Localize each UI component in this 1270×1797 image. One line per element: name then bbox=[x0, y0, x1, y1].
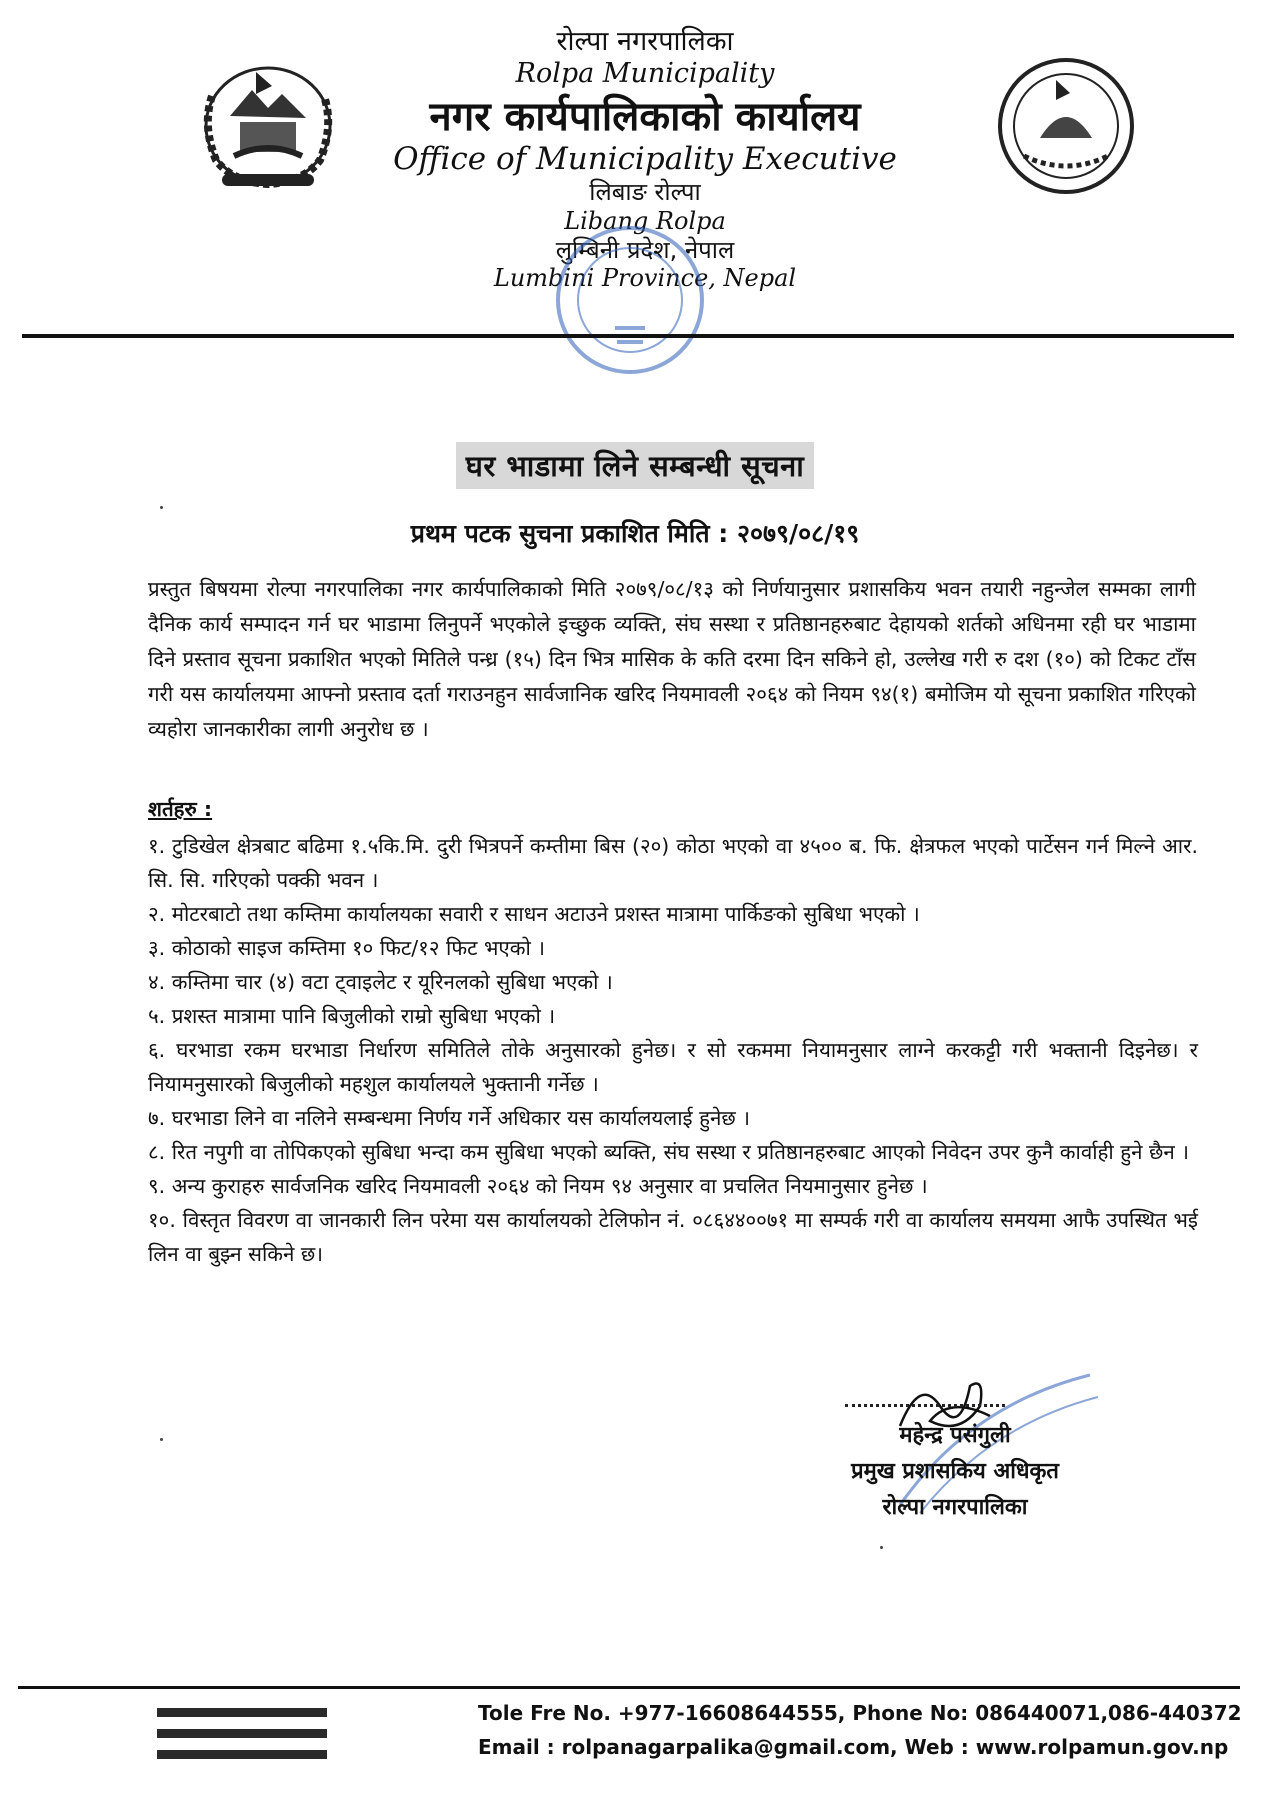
signatory-block bbox=[815, 1418, 1095, 1526]
office-name-np: नगर कार्यपालिकाको कार्यालय bbox=[429, 93, 861, 140]
published-date: प्रथम पटक सुचना प्रकाशित मिति : २०७९/०८/१९ bbox=[410, 519, 860, 548]
rolpa-municipality-logo bbox=[994, 56, 1138, 196]
condition-item: ६. घरभाडा रकम घरभाडा निर्धारण समितिले तोके अनुसारको हुनेछ। र सो रकममा नियामनुसार लाग्ने करकट्टी गरी भक्तानी दिइनेछ। र नियामनुसारको बिजुलीको महशुल कार्यालयले भुक्तानी गर्नेछ । bbox=[148, 1038, 1198, 1096]
header-divider bbox=[22, 334, 1234, 338]
footer-decoration-bars bbox=[157, 1708, 327, 1771]
condition-item: ५. प्रशस्त मात्रामा पानि बिजुलीको राम्रो सुबिधा भएको । bbox=[148, 1004, 556, 1028]
condition-item: ९. अन्य कुराहरु सार्वजनिक खरिद नियमावली २०६४ को नियम ९४ अनुसार वा प्रचलित नियमानुसार हुनेछ । bbox=[148, 1174, 928, 1198]
signatory-name: महेन्द्र पसंगुली bbox=[899, 1423, 1011, 1448]
scan-mark bbox=[160, 506, 163, 509]
conditions-heading: शर्तहरु : bbox=[148, 797, 213, 821]
nepal-coat-of-arms-emblem bbox=[182, 56, 354, 194]
footer-phones: Tole Fre No. +977-16608644555, Phone No: 086440071,086-440372 bbox=[478, 1701, 1242, 1725]
condition-item: १०. विस्तृत विवरण वा जानकारी लिन परेमा यस कार्यालयको टेलिफोन नं. ०८६४४००७१ मा सम्पर्क गरी वा कार्यालय समयमा आफै उपस्थित भई लिन वा बुझ्न सकिने छ। bbox=[148, 1208, 1198, 1266]
footer-bar bbox=[157, 1708, 327, 1717]
condition-item: ४. कम्तिमा चार (४) वटा ट्वाइलेट र यूरिनलको सुबिधा भएको । bbox=[148, 970, 613, 994]
notice-title-wrap bbox=[0, 442, 1270, 489]
municipality-name-en: Rolpa Municipality bbox=[515, 58, 775, 90]
scan-mark bbox=[160, 1438, 163, 1441]
footer-contact bbox=[478, 1696, 1242, 1764]
condition-item: ८. रित नपुगी वा तोपिकएको सुबिधा भन्दा कम सुबिधा भएको ब्यक्ति, संघ सस्था र प्रतिष्ठानहरुबाट आएको निवेदन उपर कुनै कार्वाही हुने छैन । bbox=[148, 1140, 1190, 1164]
place-en: Libang Rolpa bbox=[564, 206, 726, 235]
condition-item: ३. कोठाको साइज कम्तिमा १० फिट/१२ फिट भएको । bbox=[148, 936, 546, 960]
province-en: Lumbini Province, Nepal bbox=[493, 264, 797, 293]
footer-bar bbox=[157, 1729, 327, 1738]
signatory-designation: प्रमुख प्रशासकिय अधिकृत bbox=[851, 1459, 1059, 1484]
municipality-name-np: रोल्पा नगरपालिका bbox=[556, 26, 734, 57]
office-stamp bbox=[545, 210, 715, 390]
office-name-en: Office of Municipality Executive bbox=[393, 140, 897, 177]
scan-mark bbox=[880, 1546, 883, 1549]
signature-line bbox=[845, 1404, 1005, 1407]
province-np: लुम्बिनी प्रदेश, नेपाल bbox=[555, 235, 735, 264]
footer-email-web: Email : rolpanagarpalika@gmail.com, Web : www.rolpamun.gov.np bbox=[478, 1735, 1229, 1759]
footer-divider bbox=[18, 1686, 1240, 1689]
notice-title: घर भाडामा लिने सम्बन्धी सूचना bbox=[456, 442, 815, 489]
condition-item: ७. घरभाडा लिने वा नलिने सम्बन्धमा निर्णय गर्ने अधिकार यस कार्यालयलाई हुनेछ । bbox=[148, 1106, 751, 1130]
notice-body: प्रस्तुत बिषयमा रोल्पा नगरपालिका नगर कार्यपालिकाको मिति २०७९/०८/१३ को निर्णयानुसार प्रशासकिय भवन तयारी नहुन्जेल सम्मका लागी दैनिक कार्य सम्पादन गर्न घर भाडामा लिनुपर्ने भएकोले इच्छुक व्यक्ति, संघ सस्था र प्रतिष्ठानहरुबाट देहायको शर्तको अधिनमा रही घर भाडामा दिने प्रस्ताव सूचना प्रकाशित भएको मितिले पन्ध्र (१५) दिन भित्र मासिक के कति दरमा दिन सकिने हो, उल्लेख गरी रु दश (१०) को टिकट टाँस गरी यस कार्यालयमा आफ्नो प्रस्ताव दर्ता गराउनहुन सार्वजानिक खरिद नियमावली २०६४ को नियम ९४(१) बमोजिम यो सूचना प्रकाशित गरिएको व्यहोरा जानकारीका लागी अनुरोध छ । bbox=[148, 577, 1196, 741]
condition-item: १. टुडिखेल क्षेत्रबाट बढिमा १.५कि.मि. दुरी भित्रपर्ने कम्तीमा बिस (२०) कोठा भएको वा ४५०० ब. फि. क्षेत्रफल भएको पार्टेसन गर्न मिल्ने आर. सि. सि. गरिएको पक्की भवन । bbox=[148, 834, 1198, 892]
condition-item: २. मोटरबाटो तथा कम्तिमा कार्यालयका सवारी र साधन अटाउने प्रशस्त मात्रामा पार्किङको सुबिधा भएको । bbox=[148, 902, 920, 926]
place-np: लिबाङ रोल्पा bbox=[589, 177, 701, 206]
conditions-list bbox=[148, 829, 1198, 1271]
footer-bar bbox=[157, 1750, 327, 1759]
signatory-office: रोल्पा नगरपालिका bbox=[882, 1495, 1028, 1520]
